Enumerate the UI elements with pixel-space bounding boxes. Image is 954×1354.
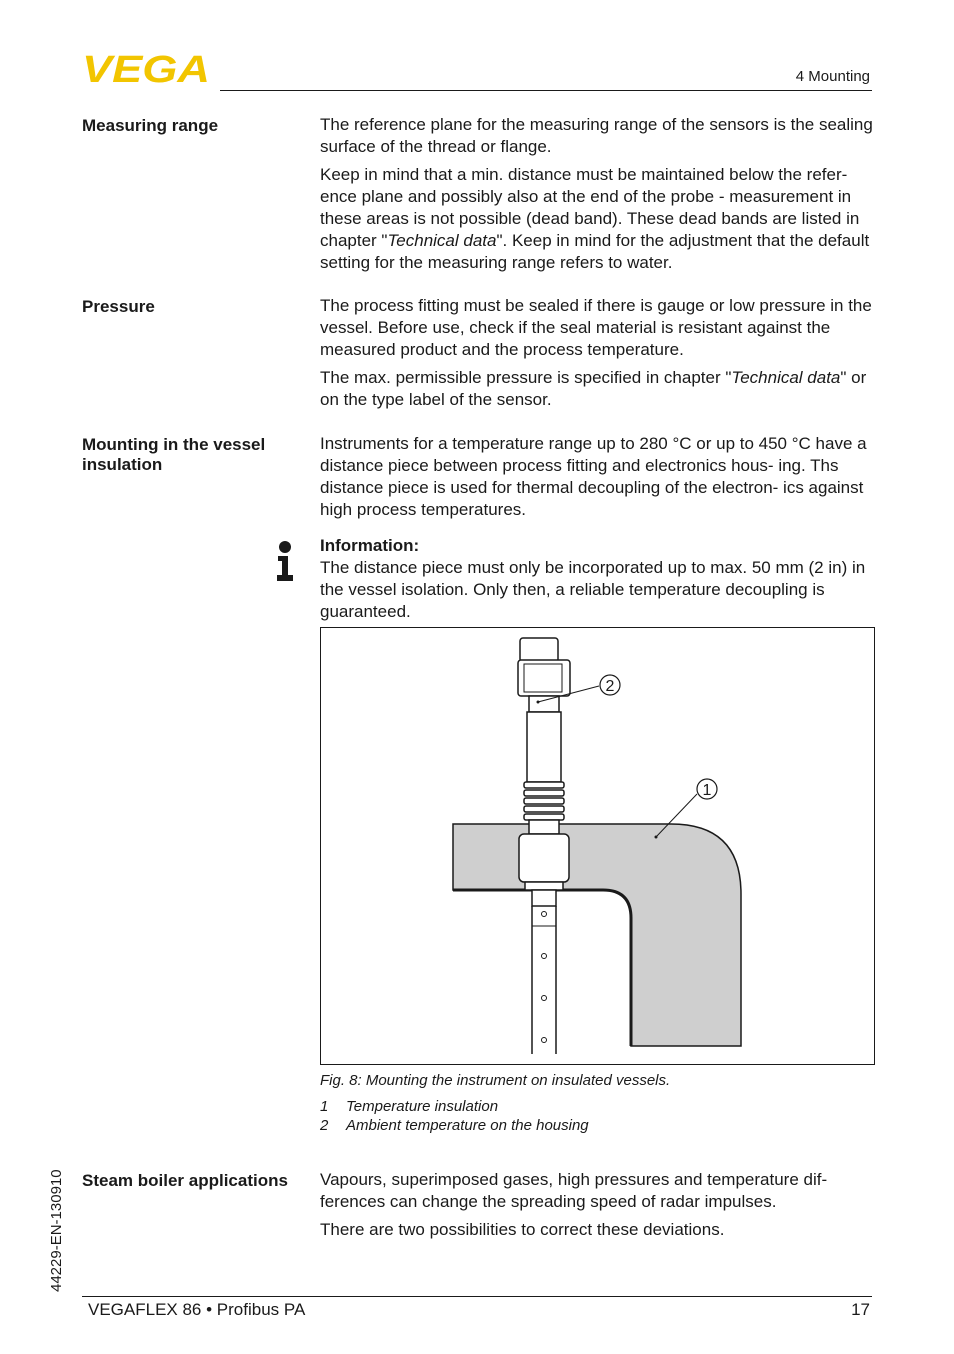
housing-window (524, 664, 562, 692)
housing-neck (529, 696, 559, 712)
callout-1-label: 1 (702, 782, 712, 799)
figure-caption: Fig. 8: Mounting the instrument on insulated vessels. (320, 1072, 671, 1089)
header-section-title: 4 Mounting (795, 68, 870, 85)
steam-p1: Vapours, superimposed gases, high pressures and temperature dif- ferences can change the spreading speed of radar impulses. (320, 1170, 828, 1211)
pressure-p1: The process fitting must be sealed if there is gauge or low pressure in the vessel. Before use, check if the seal material is resistant against the measured product and the process temperature. (320, 296, 872, 359)
steam-body (320, 1169, 878, 1247)
mounting-p1: Instruments for a temperature range up to 280 °C or up to 450 °C have a distance piece between process fitting and electronics hous- ing. Ths distance piece is used for thermal decoupling of the electron- ics against high process temperatures. (320, 434, 867, 519)
heading-pressure: Pressure (82, 297, 155, 316)
info-icon (275, 540, 295, 582)
vega-logo (82, 52, 212, 84)
footer-divider (82, 1296, 872, 1297)
steam-p2: There are two possibilities to correct these deviations. (320, 1220, 725, 1239)
pressure-p2: The max. permissible pressure is specified in chapter "Technical data" or on the type label of the sensor. (320, 368, 867, 409)
cooling-fins (524, 782, 564, 820)
heading-steam-boiler: Steam boiler applications (82, 1171, 288, 1190)
legend-item: 1 Temperature insulation (320, 1098, 499, 1115)
heading-mounting-insulation: Mounting in the vessel insulation (82, 435, 266, 474)
coupling (529, 820, 559, 834)
process-fitting (519, 834, 569, 882)
pressure-body (320, 295, 878, 417)
info-text: The distance piece must only be incorporated up to max. 50 mm (2 in) in the vessel isolation. Only then, a reliable temperature decoupling is guaranteed. (320, 558, 866, 621)
logo-text: VEGA (82, 52, 210, 84)
probe-holes (542, 912, 547, 1043)
heading-measuring-range: Measuring range (82, 116, 219, 135)
header-divider (220, 90, 872, 91)
footer-product: VEGAFLEX 86 • Profibus PA (88, 1300, 306, 1319)
figure-insulated-mounting (320, 627, 875, 1065)
document-id: 44229-EN-130910 (48, 1169, 65, 1292)
temperature-insulation (453, 824, 741, 1046)
measuring-range-p1: The reference plane for the measuring range of the sensors is the sealing surface of the thread or flange. (320, 115, 873, 156)
sensor-cap (520, 638, 558, 662)
mounting-body (320, 433, 878, 527)
measuring-range-p2: Keep in mind that a min. distance must be maintained below the refer- ence plane and possibly also at the end of the probe - measurement in these areas is not possible (dead band). These dead bands are listed in chapter "Technical data". Keep in mind for the adjustment that the default setting for the measuring range refers to water. (320, 165, 870, 272)
info-title: Information: (320, 536, 420, 555)
info-block (320, 535, 878, 623)
measuring-range-body (320, 114, 878, 280)
distance-piece (527, 712, 561, 782)
page-number: 17 (851, 1300, 870, 1319)
legend-item: 2 Ambient temperature on the housing (320, 1117, 589, 1134)
thread (532, 890, 556, 906)
flange (525, 882, 563, 890)
callout-2-label: 2 (605, 678, 615, 695)
